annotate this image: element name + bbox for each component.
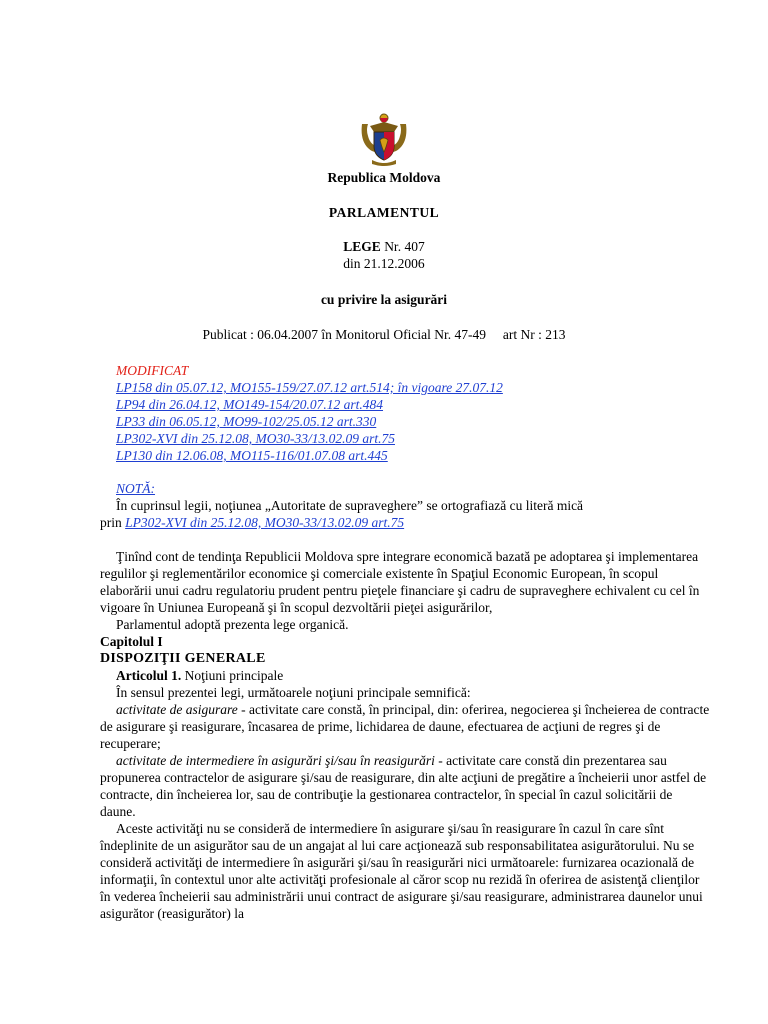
modification-link-3[interactable]: LP33 din 06.05.12, MO99-102/25.05.12 art.330 [116, 414, 377, 429]
institution-name: PARLAMENTUL [328, 205, 440, 220]
chapter-label: Capitolul I [100, 634, 163, 649]
definition-1-term: activitate de asigurare [116, 702, 238, 717]
law-number: Nr. 407 [384, 239, 425, 254]
modification-link-1[interactable]: LP158 din 05.07.12, MO155-159/27.07.12 art.514; în vigoare 27.07.12 [116, 380, 503, 395]
coat-of-arms-icon [358, 110, 410, 168]
definition-2-text: - activitate care constă din prezentarea sau propunerea contractelor de asigurare şi/sau de reasigurare, din alte acţiuni de pregătire a încheierii unor astfel de contracte, din încheierea lor, sau de contribuţie la gestionarea contractelor, în special în cazul solicitării de daune. [100, 753, 707, 819]
note-link[interactable]: LP302-XVI din 25.12.08, MO30-33/13.02.09 art.75 [125, 515, 405, 530]
note-prefix: prin [100, 515, 126, 530]
modifications-block [116, 362, 503, 464]
law-word: LEGE [343, 239, 381, 254]
definition-1 [100, 701, 710, 752]
country-name: Republica Moldova [327, 170, 441, 185]
law-date: din 21.12.2006 [343, 256, 425, 271]
preamble-block [100, 548, 710, 922]
note-text: În cuprinsul legii, noţiunea „Autoritate de supraveghere” se ortografiază cu literă mică [116, 498, 584, 513]
definition-2-term: activitate de intermediere în asigurări şi/sau în reasigurări [116, 753, 435, 768]
article-label: Articolul 1. [116, 668, 182, 683]
article-paragraph-3: Aceste activităţi nu se consideră de intermediere în asigurare şi/sau în reasigurare în cazul în care sînt îndeplinite de un asigurător sau de un angajat al lui care acţionează sub responsabilitatea asigurătorului. Nu se consideră activităţi de intermediere în asigurări şi/sau în reasigurări nici următoarele: furnizarea ocazională de informaţii, în contextul unor alte activităţi profesionale al căror scop nu rezidă în oferirea de asistenţă clienţilor în vederea încheierii sau administrării unui contract de asigurare şi/sau reasigurare, administrarea daunelor unui asigurător (reasigurător) la [100, 821, 703, 921]
article-intro: În sensul prezentei legi, următoarele noţiuni principale semnifică: [116, 685, 471, 700]
law-subject: cu privire la asigurări [320, 292, 448, 307]
definition-2 [100, 752, 710, 820]
adoption-text: Parlamentul adoptă prezenta lege organică. [116, 617, 349, 632]
publication-info: Publicat : 06.04.2007 în Monitorul Oficial Nr. 47-49 art Nr : 213 [202, 327, 566, 342]
law-number-line [0, 239, 768, 255]
modifications-heading: MODIFICAT [116, 363, 189, 378]
note-heading: NOTĂ: [116, 481, 156, 496]
definition-1-text: - activitate care constă, în principal, din: oferirea, negocierea şi încheierea de contracte de asigurare şi reasigurare, încasarea de prime, lichidarea de daune, efectuarea de acţiuni de regres şi de recuperare; [100, 702, 710, 751]
note-block [100, 480, 710, 531]
article-title: Noţiuni principale [181, 668, 284, 683]
preamble-text: Ţinînd cont de tendinţa Republicii Moldova spre integrare economică bazată pe adoptarea şi implementarea regulilor şi reglementărilor economice şi comerciale existente în Spaţiul Economic European, în scopul elaborării unui cadru regulatoriu prudent pentru pieţele financiare şi cadru de supraveghere echivalent cu cel în vigoare în Uniunea Europeană şi în scopul dezvoltării pieţei asigurărilor, [100, 549, 700, 615]
modification-link-4[interactable]: LP302-XVI din 25.12.08, MO30-33/13.02.09 art.75 [116, 431, 395, 446]
modification-link-5[interactable]: LP130 din 12.06.08, MO115-116/01.07.08 art.445 [116, 448, 388, 463]
chapter-title: DISPOZIŢII GENERALE [100, 651, 266, 666]
modification-link-2[interactable]: LP94 din 26.04.12, MO149-154/20.07.12 art.484 [116, 397, 384, 412]
